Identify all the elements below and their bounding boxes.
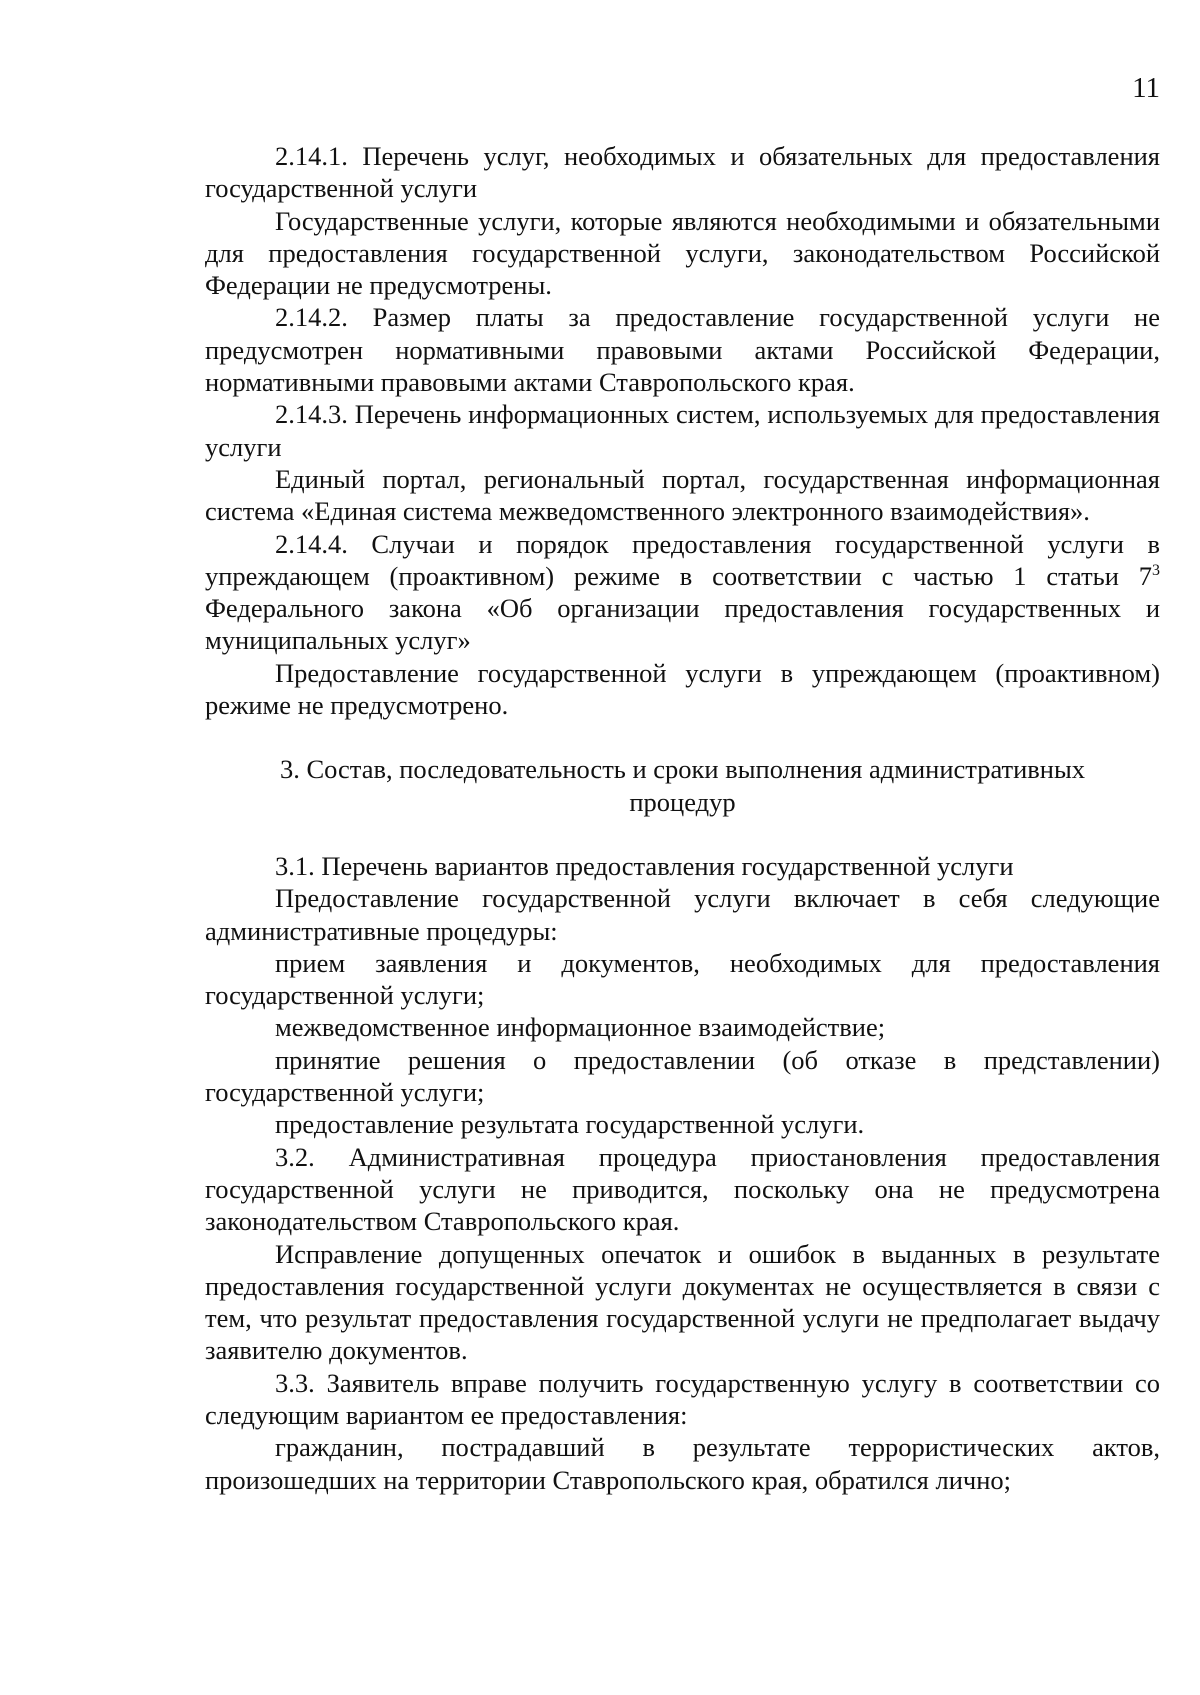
paragraph-2-14-3: 2.14.3. Перечень информационных систем, используемых для предоставления услуги	[205, 399, 1160, 462]
paragraph-2-14-1: 2.14.1. Перечень услуг, необходимых и обязательных для предоставления государственной услуги	[205, 141, 1160, 204]
list-item-variant: гражданин, пострадавший в результате террористических актов, произошедших на территории Ставропольского края, обратился лично;	[205, 1432, 1160, 1495]
paragraph-3-1: 3.1. Перечень вариантов предоставления государственной услуги	[275, 850, 1014, 881]
page-number: 11	[1132, 72, 1160, 104]
paragraph-2-14-4	[205, 528, 1160, 657]
paragraph-2-14-2: 2.14.2. Размер платы за предоставление государственной услуги не предусмотрен нормативными правовыми актами Российской Федерации, нормативными правовыми актами Ставропольского края.	[205, 302, 1160, 398]
paragraph-3-1-text: Предоставление государственной услуги включает в себя следующие административные процедуры:	[205, 883, 1160, 946]
superscript-article-number: 3	[1152, 562, 1160, 580]
list-item-reception: прием заявления и документов, необходимых для предоставления государственной услуги;	[205, 947, 1160, 1011]
paragraph-2-14-4-part1: 2.14.4. Случаи и порядок предоставления государственной услуги в упреждающем (проактивном) режиме в соответствии с частью 1 статьи 7	[205, 528, 1160, 591]
paragraph-2-14-4-text: Предоставление государственной услуги в упреждающем (проактивном) режиме не предусмотрено.	[205, 657, 1160, 721]
document-body	[205, 140, 1160, 1496]
paragraph-2-14-1-text: Государственные услуги, которые являются необходимыми и обязательными для предоставления государственной услуги, законодательством Российской Федерации не предусмотрены.	[205, 205, 1160, 301]
paragraph-3-3: 3.3. Заявитель вправе получить государственную услугу в соответствии со следующим вариантом ее предоставления:	[205, 1367, 1160, 1430]
paragraph-2-14-4-part2: Федерального закона «Об организации предоставления государственных и муниципальных услуг»	[205, 593, 1160, 656]
section-3-heading: 3. Состав, последовательность и сроки выполнения административных процедур	[279, 754, 1086, 817]
paragraph-2-14-3-text: Единый портал, региональный портал, государственная информационная система «Единая система межведомственного электронного взаимодействия».	[205, 463, 1160, 527]
list-item-result: предоставление результата государственной услуги.	[275, 1109, 865, 1140]
paragraph-3-2: 3.2. Административная процедура приостановления предоставления государственной услуги не приводится, поскольку она не предусмотрена законодательством Ставропольского края.	[205, 1141, 1160, 1237]
list-item-interaction: межведомственное информационное взаимодействие;	[275, 1012, 886, 1043]
list-item-decision: принятие решения о предоставлении (об отказе в представлении) государственной услуги;	[205, 1044, 1160, 1108]
paragraph-3-2-text: Исправление допущенных опечаток и ошибок в выданных в результате предоставления государственной услуги документах не осуществляется в связи с тем, что результат предоставления государственной услуги не предполагает выдачу заявителю документов.	[205, 1238, 1160, 1366]
